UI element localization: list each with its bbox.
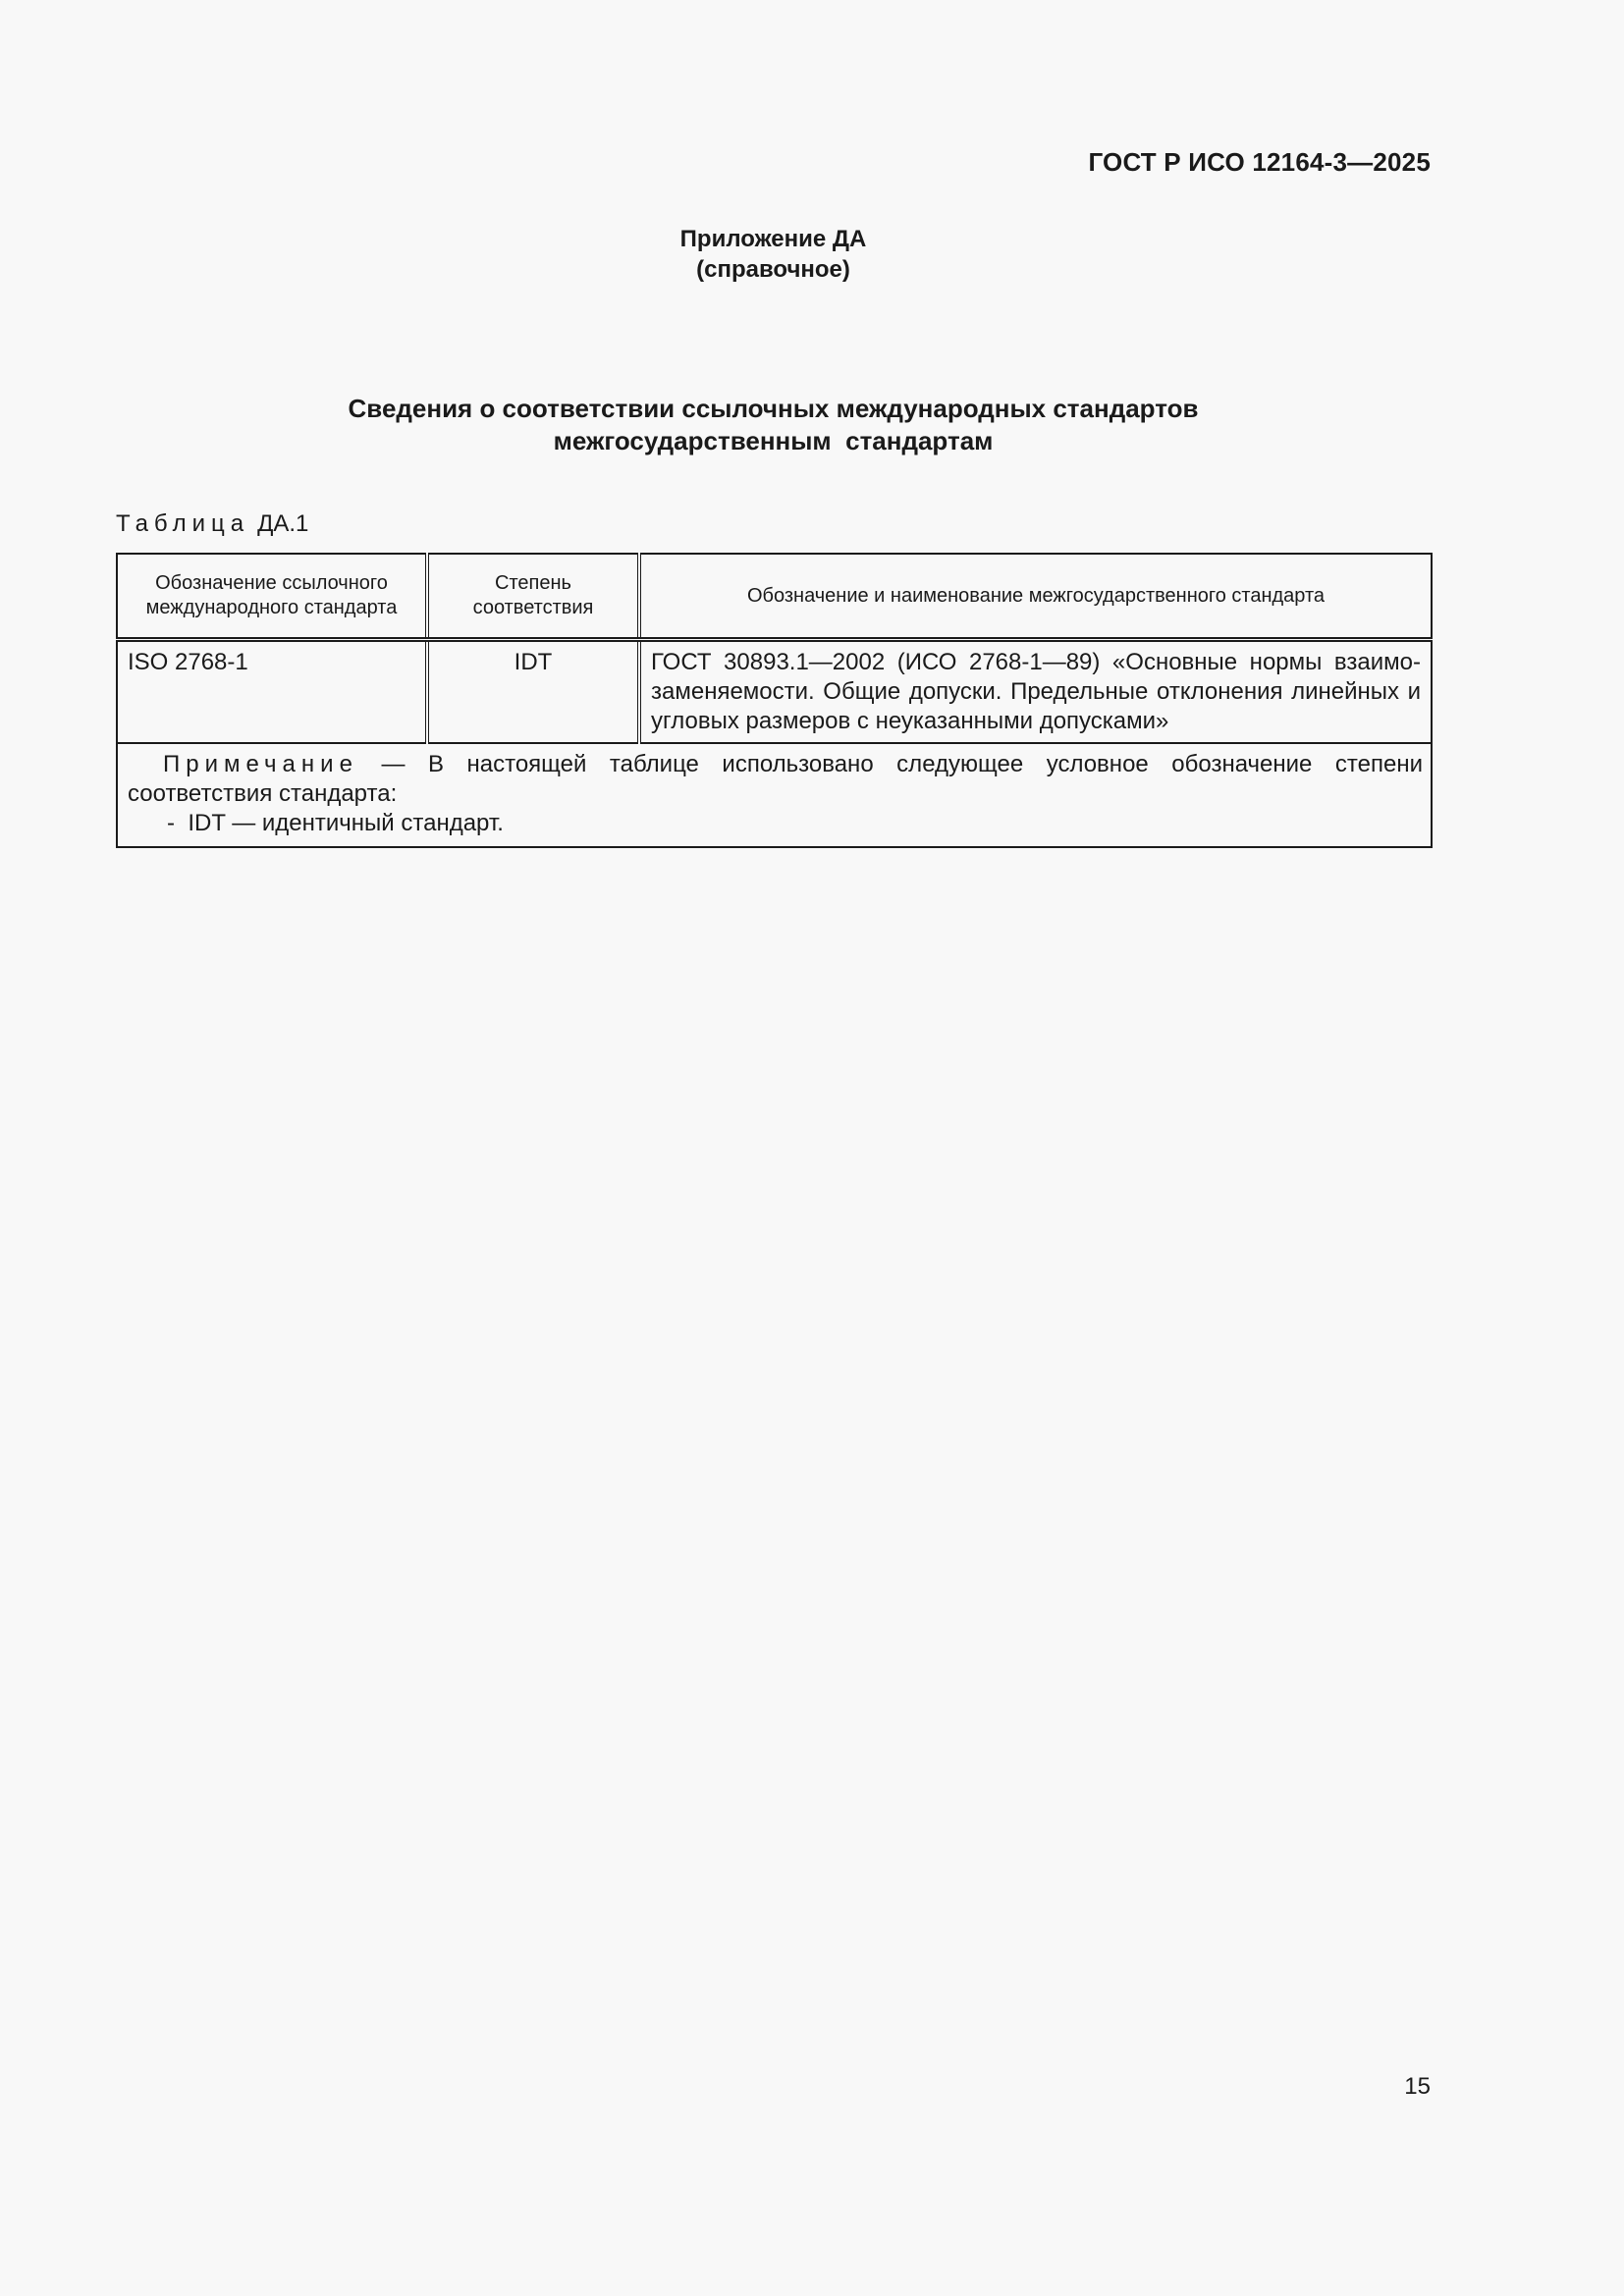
cell-degree: IDT <box>427 640 639 744</box>
note-text: — В настоящей таблице использовано следующее условное обозначение степени соответствия стандарта: <box>128 751 1423 807</box>
section-title-line-1: Сведения о соответствии ссылочных международных стандартов <box>348 394 1199 423</box>
table-header-row <box>117 554 1432 640</box>
cell-reference-standard: ISO 2768-1 <box>117 640 427 744</box>
table-caption-number: ДА.1 <box>257 510 309 537</box>
table-caption-word: Таблица <box>116 510 250 537</box>
page-number: 15 <box>1404 2073 1431 2100</box>
table-row <box>117 640 1432 744</box>
header-reference-standard: Обозначение ссылочного международного стандарта <box>117 554 427 640</box>
correspondence-table <box>116 553 1433 848</box>
document-code: ГОСТ Р ИСО 12164-3—2025 <box>1088 147 1431 177</box>
note-item: - IDT — идентичный стандарт. <box>167 810 504 836</box>
cell-interstate-standard: ГОСТ 30893.1—2002 (ИСО 2768-1—89) «Основные нормы взаимо-заменяемости. Общие допуски. Предельные отклонения линейных и угловых размеров с неуказанными допусками» <box>639 640 1432 744</box>
table-note <box>117 743 1432 847</box>
header-degree-of-correspondence: Степень соответствия <box>427 554 639 640</box>
table-note-row <box>117 743 1432 847</box>
appendix-kind: (справочное) <box>696 256 850 283</box>
header-interstate-standard: Обозначение и наименование межгосударственного стандарта <box>639 554 1432 640</box>
note-lead: Примечание <box>163 751 358 777</box>
appendix-name: Приложение ДА <box>679 226 867 252</box>
appendix-heading <box>0 224 1546 285</box>
table-caption <box>116 510 308 538</box>
section-title <box>0 393 1546 457</box>
section-title-line-2: межгосударственным стандартам <box>553 426 994 455</box>
